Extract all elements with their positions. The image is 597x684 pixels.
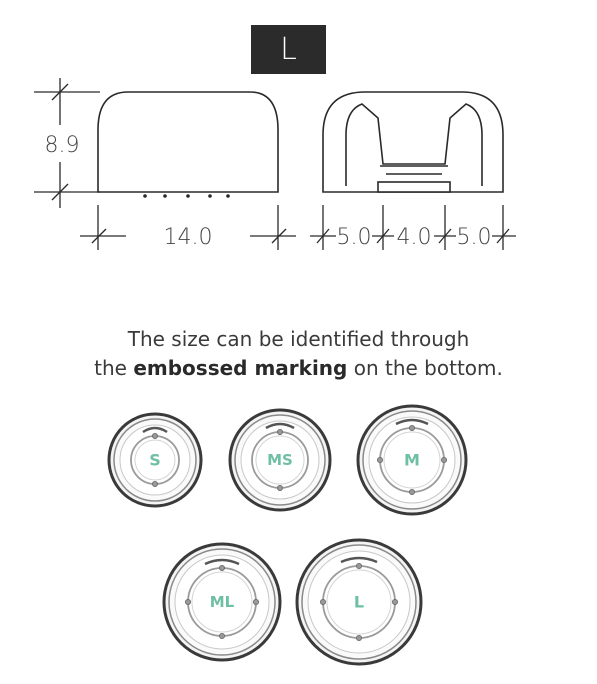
caption-line-1: The size can be identified through <box>127 327 470 351</box>
eartip-size-label: M <box>404 450 420 470</box>
embossed-dot <box>253 599 258 604</box>
eartip-side-view <box>98 92 278 198</box>
caption-line-2-start: the <box>94 356 134 380</box>
embossed-dot <box>320 599 325 604</box>
eartip-l <box>297 540 421 664</box>
embossed-dot <box>277 429 282 434</box>
embossed-dot <box>277 485 282 490</box>
embossed-dot <box>152 481 157 486</box>
embossed-dot <box>377 457 382 462</box>
embossed-dot <box>219 633 224 638</box>
embossed-dot <box>219 565 224 570</box>
eartip-ml <box>164 544 280 660</box>
embossed-dot <box>409 489 414 494</box>
eartip-size-label: MS <box>267 451 293 469</box>
height-label: 8.9 <box>44 133 80 158</box>
embossed-dot <box>356 635 361 640</box>
eartip-ms <box>230 410 330 510</box>
embossed-dot <box>441 457 446 462</box>
eartip-bottoms <box>109 406 466 664</box>
section-left-label: 5.0 <box>336 225 372 250</box>
eartip-s <box>109 414 201 506</box>
eartip-cross-section <box>323 92 503 192</box>
caption-line-2 <box>0 354 597 382</box>
embossed-dot <box>392 599 397 604</box>
caption-line-2-end: on the bottom. <box>347 356 503 380</box>
eartip-size-label: L <box>353 592 365 612</box>
size-badge: L <box>251 25 326 74</box>
section-center-label: 4.0 <box>396 225 432 250</box>
embossed-dot <box>409 425 414 430</box>
width-label: 14.0 <box>163 225 213 250</box>
eartip-size-label: ML <box>209 593 235 611</box>
embossed-dot <box>152 433 157 438</box>
embossed-dot <box>185 599 190 604</box>
caption-emphasis: embossed marking <box>133 356 348 380</box>
embossed-dot <box>356 563 361 568</box>
eartip-m <box>358 406 466 514</box>
eartip-size-label: S <box>149 450 161 470</box>
section-right-label: 5.0 <box>456 225 492 250</box>
